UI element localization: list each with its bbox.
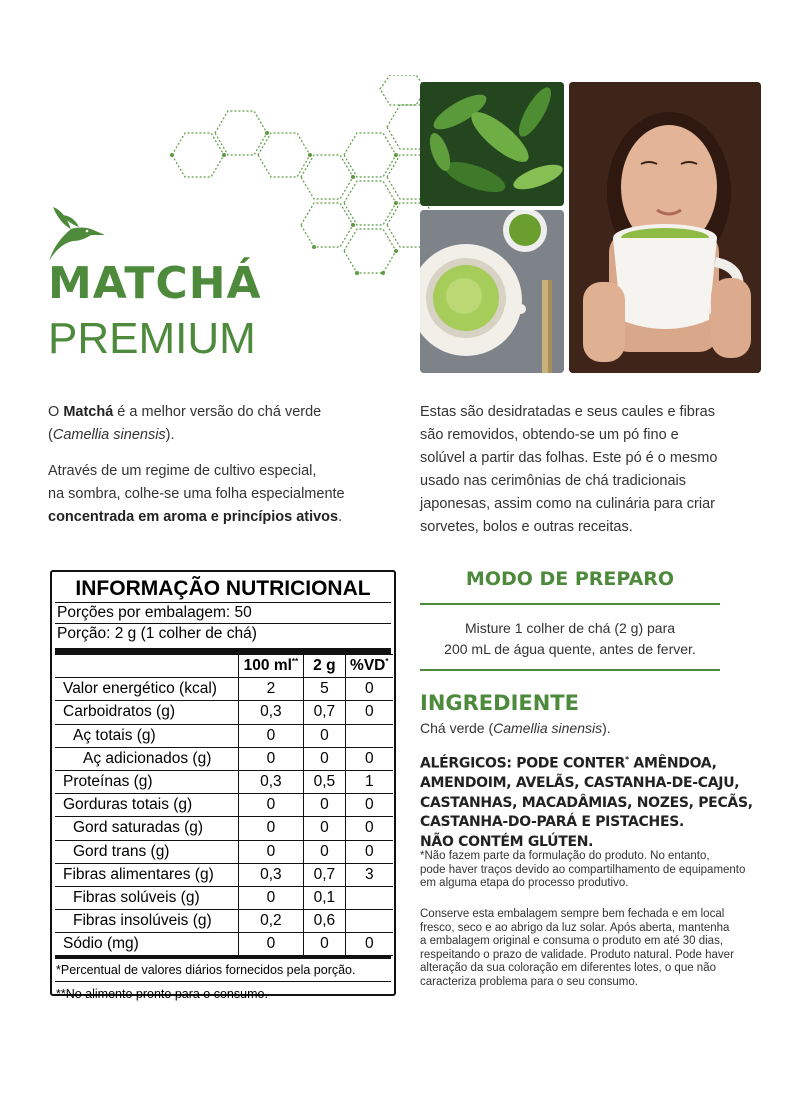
table-row <box>55 817 393 840</box>
row-value-vd: 0 <box>345 817 393 840</box>
storage-line: Conserve esta embalagem sempre bem fechada e em local <box>420 908 725 920</box>
row-value-2g: 0,7 <box>304 863 345 886</box>
row-value-vd: 0 <box>345 933 393 956</box>
row-value-2g: 0 <box>304 724 345 747</box>
header-vd <box>345 655 393 678</box>
intro-line: japonesas, assim como na culinária para criar <box>420 496 715 512</box>
row-label: Sódio (mg) <box>55 933 238 956</box>
allergens-line: NÃO CONTÉM GLÚTEN. <box>420 833 594 850</box>
intro-text: é a melhor versão do chá verde <box>113 404 322 420</box>
intro-line: sorvetes, bolos e outras receitas. <box>420 519 633 535</box>
header-100ml-sup: ** <box>291 657 299 667</box>
ingrediente-text-a: Chá verde ( <box>420 720 494 736</box>
row-label: Proteínas (g) <box>55 770 238 793</box>
note-line: em alguma etapa do processo produtivo. <box>420 877 629 889</box>
storage-line: fresco, seco e ao abrigo da luz solar. Após aberta, mantenha <box>420 921 730 934</box>
footnote-ready: **No alimento pronto para o consumo. <box>56 987 268 1002</box>
header-label-cell <box>55 655 238 678</box>
row-value-vd <box>345 724 393 747</box>
table-row <box>55 840 393 863</box>
table-row <box>55 770 393 793</box>
table-header-row <box>55 655 393 678</box>
intro-text: ( <box>48 427 53 443</box>
row-label: Fibras insolúveis (g) <box>55 910 238 933</box>
table-row <box>55 724 393 747</box>
intro-text: na sombra, colhe-se uma folha especialmente <box>48 486 345 502</box>
storage-note <box>420 908 765 989</box>
intro-text: ). <box>165 427 175 443</box>
row-value-2g: 0 <box>304 933 345 956</box>
portion-size: Porção: 2 g (1 colher de chá) <box>57 625 257 642</box>
row-label: Gord trans (g) <box>55 840 238 863</box>
table-row <box>55 933 393 956</box>
table-row <box>55 910 393 933</box>
table-row <box>55 886 393 909</box>
header-100ml <box>238 655 304 678</box>
row-value-2g: 0,1 <box>304 886 345 909</box>
row-value-vd: 0 <box>345 701 393 724</box>
footnote-vd: *Percentual de valores diários fornecidos pela porção. <box>56 963 356 978</box>
row-value-100ml: 0 <box>238 840 304 863</box>
storage-line: respeitando o prazo de validade. Produto natural. Pode haver <box>420 948 734 961</box>
nutrition-table <box>55 654 393 956</box>
tea-leaves-photo <box>420 82 564 206</box>
allergens-line: CASTANHAS, MACADÂMIAS, NOZES, PECÃS, <box>420 794 753 811</box>
preparo-line: Misture 1 colher de chá (2 g) para <box>464 620 676 636</box>
matcha-latte-photo <box>420 210 564 373</box>
ingrediente-text-b: ). <box>602 720 611 736</box>
header-vd-text: %VD <box>350 657 386 675</box>
intro-paragraph-1 <box>48 401 393 447</box>
preparo-line: 200 mL de água quente, antes de ferver. <box>444 641 696 657</box>
intro-paragraph-2 <box>48 460 393 529</box>
allergens-line: AMENDOIM, AVELÃS, CASTANHA-DE-CAJU, <box>420 775 740 792</box>
table-row <box>55 701 393 724</box>
row-value-vd <box>345 886 393 909</box>
brand-title: MATCHÁ <box>48 258 262 309</box>
row-value-100ml: 0 <box>238 817 304 840</box>
intro-italic: Camellia sinensis <box>52 427 166 443</box>
table-row <box>55 747 393 770</box>
row-value-100ml: 0,2 <box>238 910 304 933</box>
header-100ml-text: 100 ml <box>243 657 292 675</box>
row-value-100ml: 0 <box>238 794 304 817</box>
row-label: Gorduras totais (g) <box>55 794 238 817</box>
row-value-100ml: 0 <box>238 747 304 770</box>
allergens-line: CASTANHA-DO-PARÁ E PISTACHES. <box>420 814 685 831</box>
note-line: *Não fazem parte da formulação do produto. No entanto, <box>420 850 710 862</box>
intro-right-paragraph <box>420 401 765 539</box>
intro-line: Estas são desidratadas e seus caules e fibras <box>420 404 715 420</box>
row-value-100ml: 0,3 <box>238 863 304 886</box>
row-label: Fibras solúveis (g) <box>55 886 238 909</box>
row-value-100ml: 0 <box>238 886 304 909</box>
preparo-rule-bottom <box>420 669 720 671</box>
ingrediente-text <box>420 717 611 740</box>
storage-line: a embalagem original e consuma o produto em até 30 dias, <box>420 935 724 947</box>
intro-right <box>420 401 765 539</box>
intro-text: Através de um regime de cultivo especial, <box>48 463 317 479</box>
row-label: Aç adicionados (g) <box>55 747 238 770</box>
row-value-2g: 0 <box>304 840 345 863</box>
row-value-100ml: 2 <box>238 678 304 701</box>
preparo-rule-top <box>420 603 720 605</box>
woman-drinking-tea-photo <box>569 82 761 373</box>
traces-note <box>420 850 765 891</box>
ingrediente-italic: Camellia sinensis <box>493 720 603 736</box>
allergens-block <box>420 750 760 852</box>
storage-line: caracteriza problema para o seu consumo. <box>420 975 638 988</box>
intro-line: usado nas cerimônias de chá tradicionais <box>420 473 686 489</box>
row-value-vd: 0 <box>345 678 393 701</box>
preparo-text <box>420 618 720 660</box>
row-label: Aç totais (g) <box>55 724 238 747</box>
intro-bold: concentrada em aroma e princípios ativos <box>48 509 339 525</box>
nutrition-title: INFORMAÇÃO NUTRICIONAL <box>75 577 371 600</box>
row-value-100ml: 0 <box>238 724 304 747</box>
table-row <box>55 794 393 817</box>
row-value-vd: 3 <box>345 863 393 886</box>
row-value-2g: 0 <box>304 817 345 840</box>
row-value-100ml: 0 <box>238 933 304 956</box>
note-line: pode haver traços devido ao compartilhamento de equipamento <box>420 863 746 876</box>
intro-line: são removidos, obtendo-se um pó fino e <box>420 427 679 443</box>
row-value-2g: 0,5 <box>304 770 345 793</box>
nutrition-facts-panel <box>50 570 396 1002</box>
intro-line: solúvel a partir das folhas. Este pó é o mesmo <box>420 450 718 466</box>
row-value-2g: 0,6 <box>304 910 345 933</box>
allergens-sup: * <box>624 755 629 764</box>
row-value-2g: 0 <box>304 747 345 770</box>
row-label: Fibras alimentares (g) <box>55 863 238 886</box>
header-2g: 2 g <box>304 655 345 678</box>
header-vd-sup: * <box>385 657 389 667</box>
intro-text: O <box>48 404 64 420</box>
table-row <box>55 678 393 701</box>
ingrediente-title: INGREDIENTE <box>420 691 579 715</box>
row-value-2g: 5 <box>304 678 345 701</box>
hummingbird-logo-icon <box>45 205 107 263</box>
row-value-vd: 1 <box>345 770 393 793</box>
intro-bold: Matchá <box>63 404 114 420</box>
row-value-2g: 0 <box>304 794 345 817</box>
row-label: Valor energético (kcal) <box>55 678 238 701</box>
row-value-vd: 0 <box>345 840 393 863</box>
allergens-line: AMÊNDOA, <box>628 755 717 772</box>
row-value-100ml: 0,3 <box>238 770 304 793</box>
row-value-2g: 0,7 <box>304 701 345 724</box>
allergens-line: ALÉRGICOS: PODE CONTER <box>420 755 625 772</box>
row-value-vd: 0 <box>345 794 393 817</box>
servings-per-package: Porções por embalagem: 50 <box>57 604 252 621</box>
table-row <box>55 863 393 886</box>
row-value-vd: 0 <box>345 747 393 770</box>
preparo-title: MODO DE PREPARO <box>465 568 675 590</box>
intro-left <box>48 401 393 529</box>
storage-line: alteração da sua coloração em diferentes lotes, o que não <box>420 962 716 974</box>
row-label: Gord saturadas (g) <box>55 817 238 840</box>
intro-text: . <box>338 509 343 525</box>
row-value-100ml: 0,3 <box>238 701 304 724</box>
row-label: Carboidratos (g) <box>55 701 238 724</box>
row-value-vd <box>345 910 393 933</box>
brand-subtitle: PREMIUM <box>48 314 256 363</box>
